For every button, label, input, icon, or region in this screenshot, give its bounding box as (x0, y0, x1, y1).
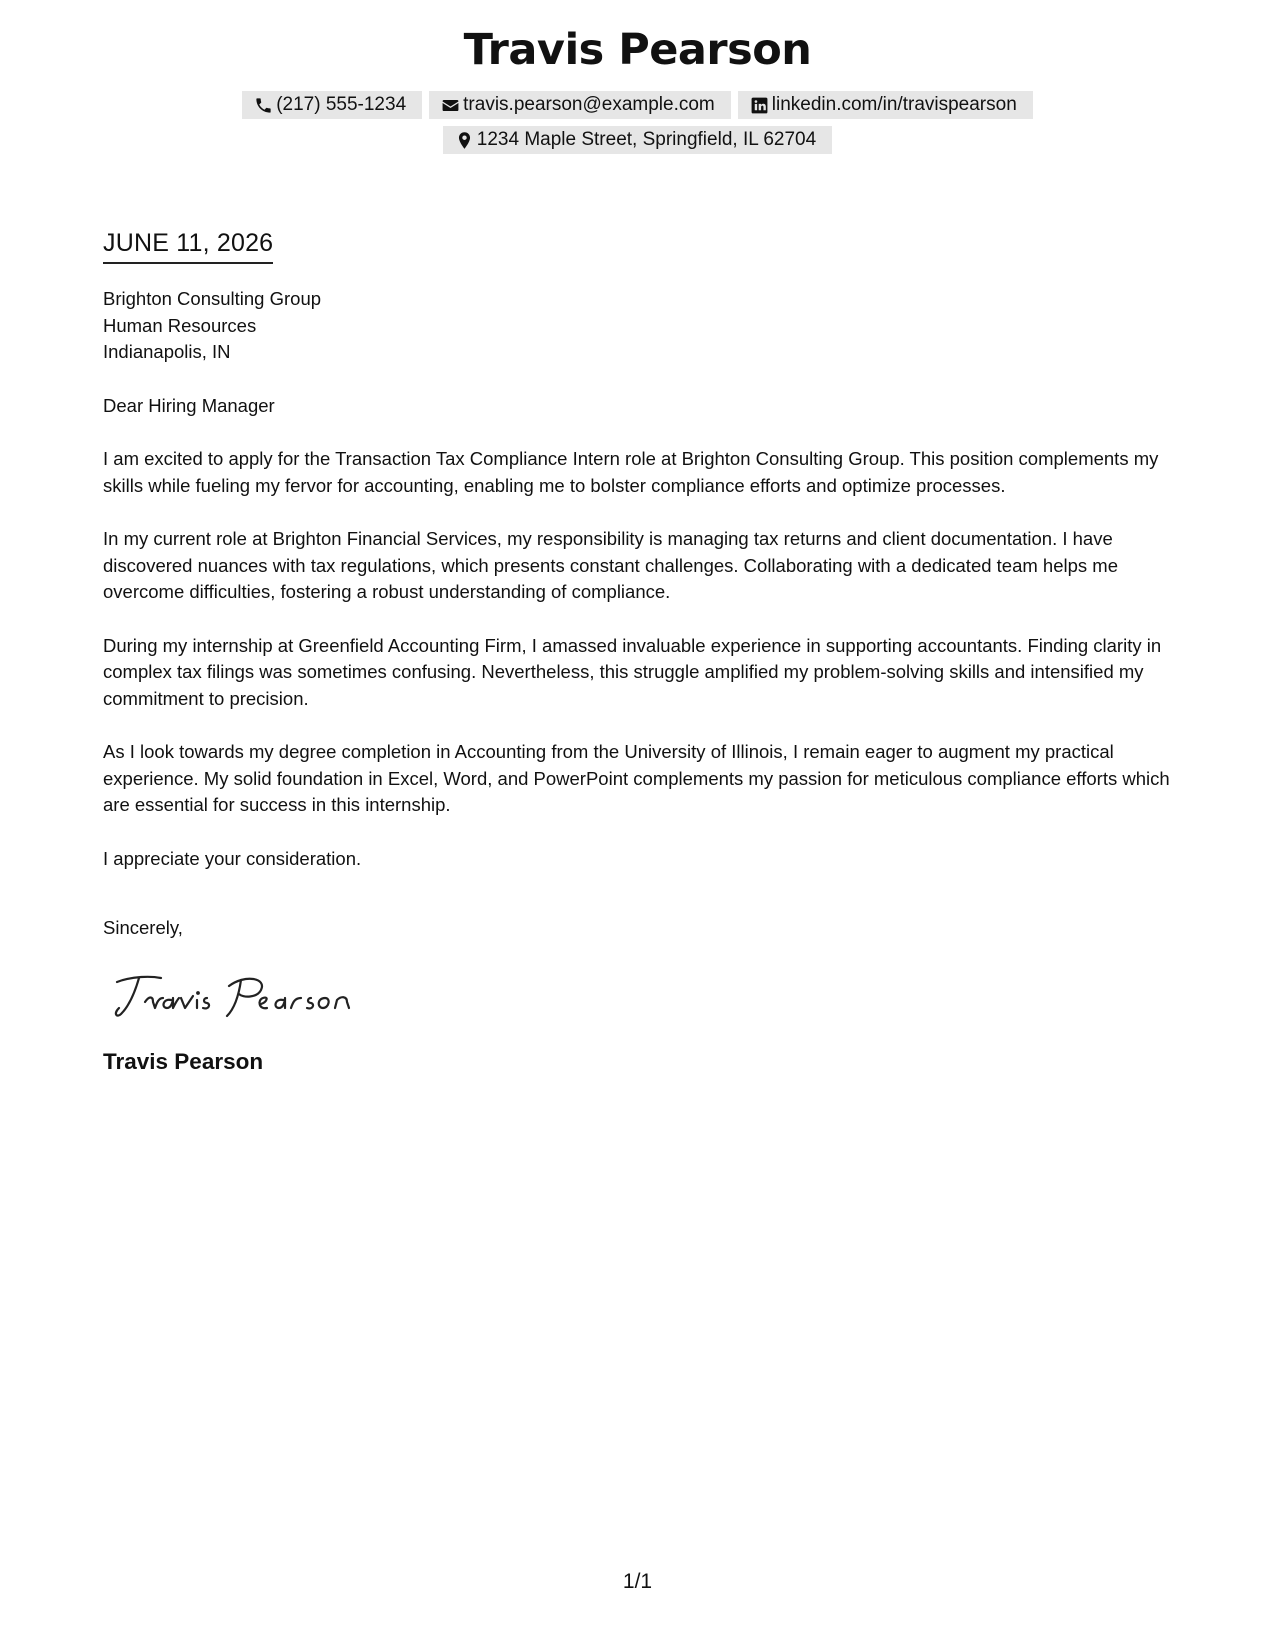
linkedin-icon (750, 96, 769, 115)
letter-date: JUNE 11, 2026 (103, 224, 273, 264)
body-paragraph: During my internship at Greenfield Accounting Firm, I amassed invaluable experience in supporting accountants. Finding clarity in complex tax filings was sometimes confusing. Nevertheless, this struggle amplified my problem-solving skills and intensified my commitment to precision. (103, 634, 1162, 709)
applicant-name: Travis Pearson (463, 25, 812, 75)
letter-body (103, 224, 1173, 1077)
handwritten-signature (111, 968, 371, 1030)
contact-email[interactable] (429, 91, 731, 119)
salutation: Dear Hiring Manager (103, 394, 275, 416)
body-paragraph: As I look towards my degree completion in Accounting from the University of Illinois, I remain eager to augment my practical experience. My solid foundation in Excel, Word, and PowerPoint complements my passion for meticulous compliance efforts which are essential for success in this internship. (103, 741, 1170, 815)
linkedin-text: linkedin.com/in/travispearson (771, 94, 1017, 115)
envelope-icon (441, 96, 460, 115)
address-row (0, 126, 1275, 154)
body-paragraph: In my current role at Brighton Financial Services, my responsibility is managing tax returns and client documentation. I have discovered nuances with tax regulations, which presents constant challenges. Collaborating with a dedicated team helps me overcome difficulties, fostering a robust understanding of compliance. (103, 528, 1118, 602)
contact-row (0, 91, 1275, 119)
address-text: 1234 Maple Street, Springfield, IL 62704 (476, 129, 817, 150)
signer-name: Travis Pearson (103, 1049, 264, 1074)
body-paragraph: I am excited to apply for the Transaction Tax Compliance Intern role at Brighton Consulting Group. This position complements my skills while fueling my fervor for accounting, enabling me to bolster compliance efforts and optimize processes. (103, 448, 1159, 496)
contact-linkedin[interactable] (738, 91, 1033, 119)
contact-address (443, 126, 832, 154)
contact-phone (242, 91, 422, 119)
recipient-location: Indianapolis, IN (103, 341, 231, 362)
map-pin-icon (455, 131, 474, 150)
closing-line: I appreciate your consideration. (103, 847, 362, 869)
letter-header (0, 18, 1275, 154)
recipient-block (103, 286, 1173, 366)
phone-icon (254, 96, 273, 115)
signoff: Sincerely, (103, 917, 183, 938)
recipient-company: Brighton Consulting Group (103, 288, 322, 309)
email-text: travis.pearson@example.com (463, 94, 715, 115)
phone-text: (217) 555-1234 (276, 94, 407, 115)
recipient-department: Human Resources (103, 314, 257, 336)
page-indicator: 1/1 (622, 1570, 653, 1593)
